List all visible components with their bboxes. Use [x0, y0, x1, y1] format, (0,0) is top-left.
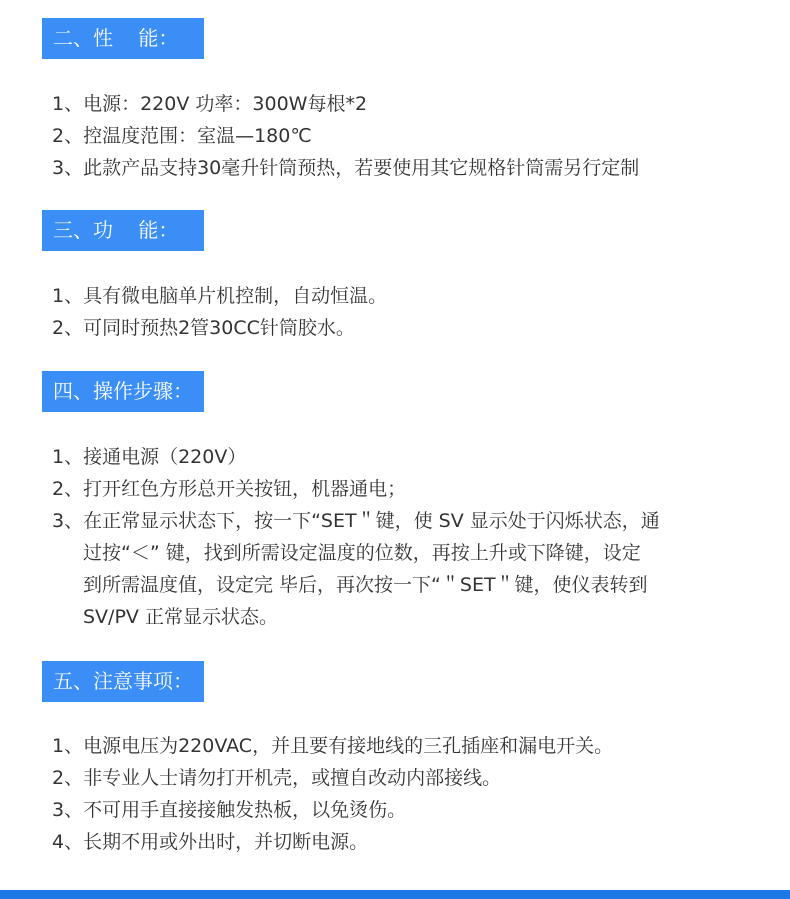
operation-line-3: 3、在正常显示状态下，按一下“SET＂键，使 SV 显示处于闪烁状态，通	[52, 510, 660, 532]
section-header-performance: 二、性 能：	[42, 18, 204, 59]
precautions-line-3: 3、不可用手直接接触发热板，以免烫伤。	[52, 799, 407, 821]
operation-line-3-cont-2: 到所需温度值，设定完 毕后，再次按一下“＂SET＂键，使仪表转到	[83, 574, 648, 596]
operation-line-2: 2、打开红色方形总开关按钮，机器通电；	[52, 478, 407, 500]
section-header-function: 三、功 能：	[42, 210, 204, 251]
precautions-line-2: 2、非专业人士请勿打开机壳，或擅自改动内部接线。	[52, 767, 502, 789]
bottom-bar	[0, 890, 790, 899]
section-header-operation-steps: 四、操作步骤：	[42, 371, 204, 412]
performance-line-2: 2、控温度范围：室温—180℃	[52, 125, 312, 147]
performance-line-3: 3、此款产品支持30毫升针筒预热，若要使用其它规格针筒需另行定制	[52, 157, 640, 179]
function-line-2: 2、可同时预热2管30CC针筒胶水。	[52, 317, 355, 339]
precautions-line-1: 1、电源电压为220VAC，并且要有接地线的三孔插座和漏电开关。	[52, 735, 614, 757]
precautions-line-4: 4、长期不用或外出时，并切断电源。	[52, 831, 369, 853]
operation-line-3-cont-1: 过按“＜” 键，找到所需设定温度的位数，再按上升或下降键，设定	[83, 542, 641, 564]
operation-line-3-cont-3: SV/PV 正常显示状态。	[83, 606, 278, 628]
function-line-1: 1、具有微电脑单片机控制，自动恒温。	[52, 285, 388, 307]
operation-line-1: 1、接通电源（220V）	[52, 446, 247, 468]
performance-line-1: 1、电源：220V 功率：300W每根*2	[52, 93, 368, 115]
section-header-precautions: 五、注意事项：	[42, 661, 204, 702]
